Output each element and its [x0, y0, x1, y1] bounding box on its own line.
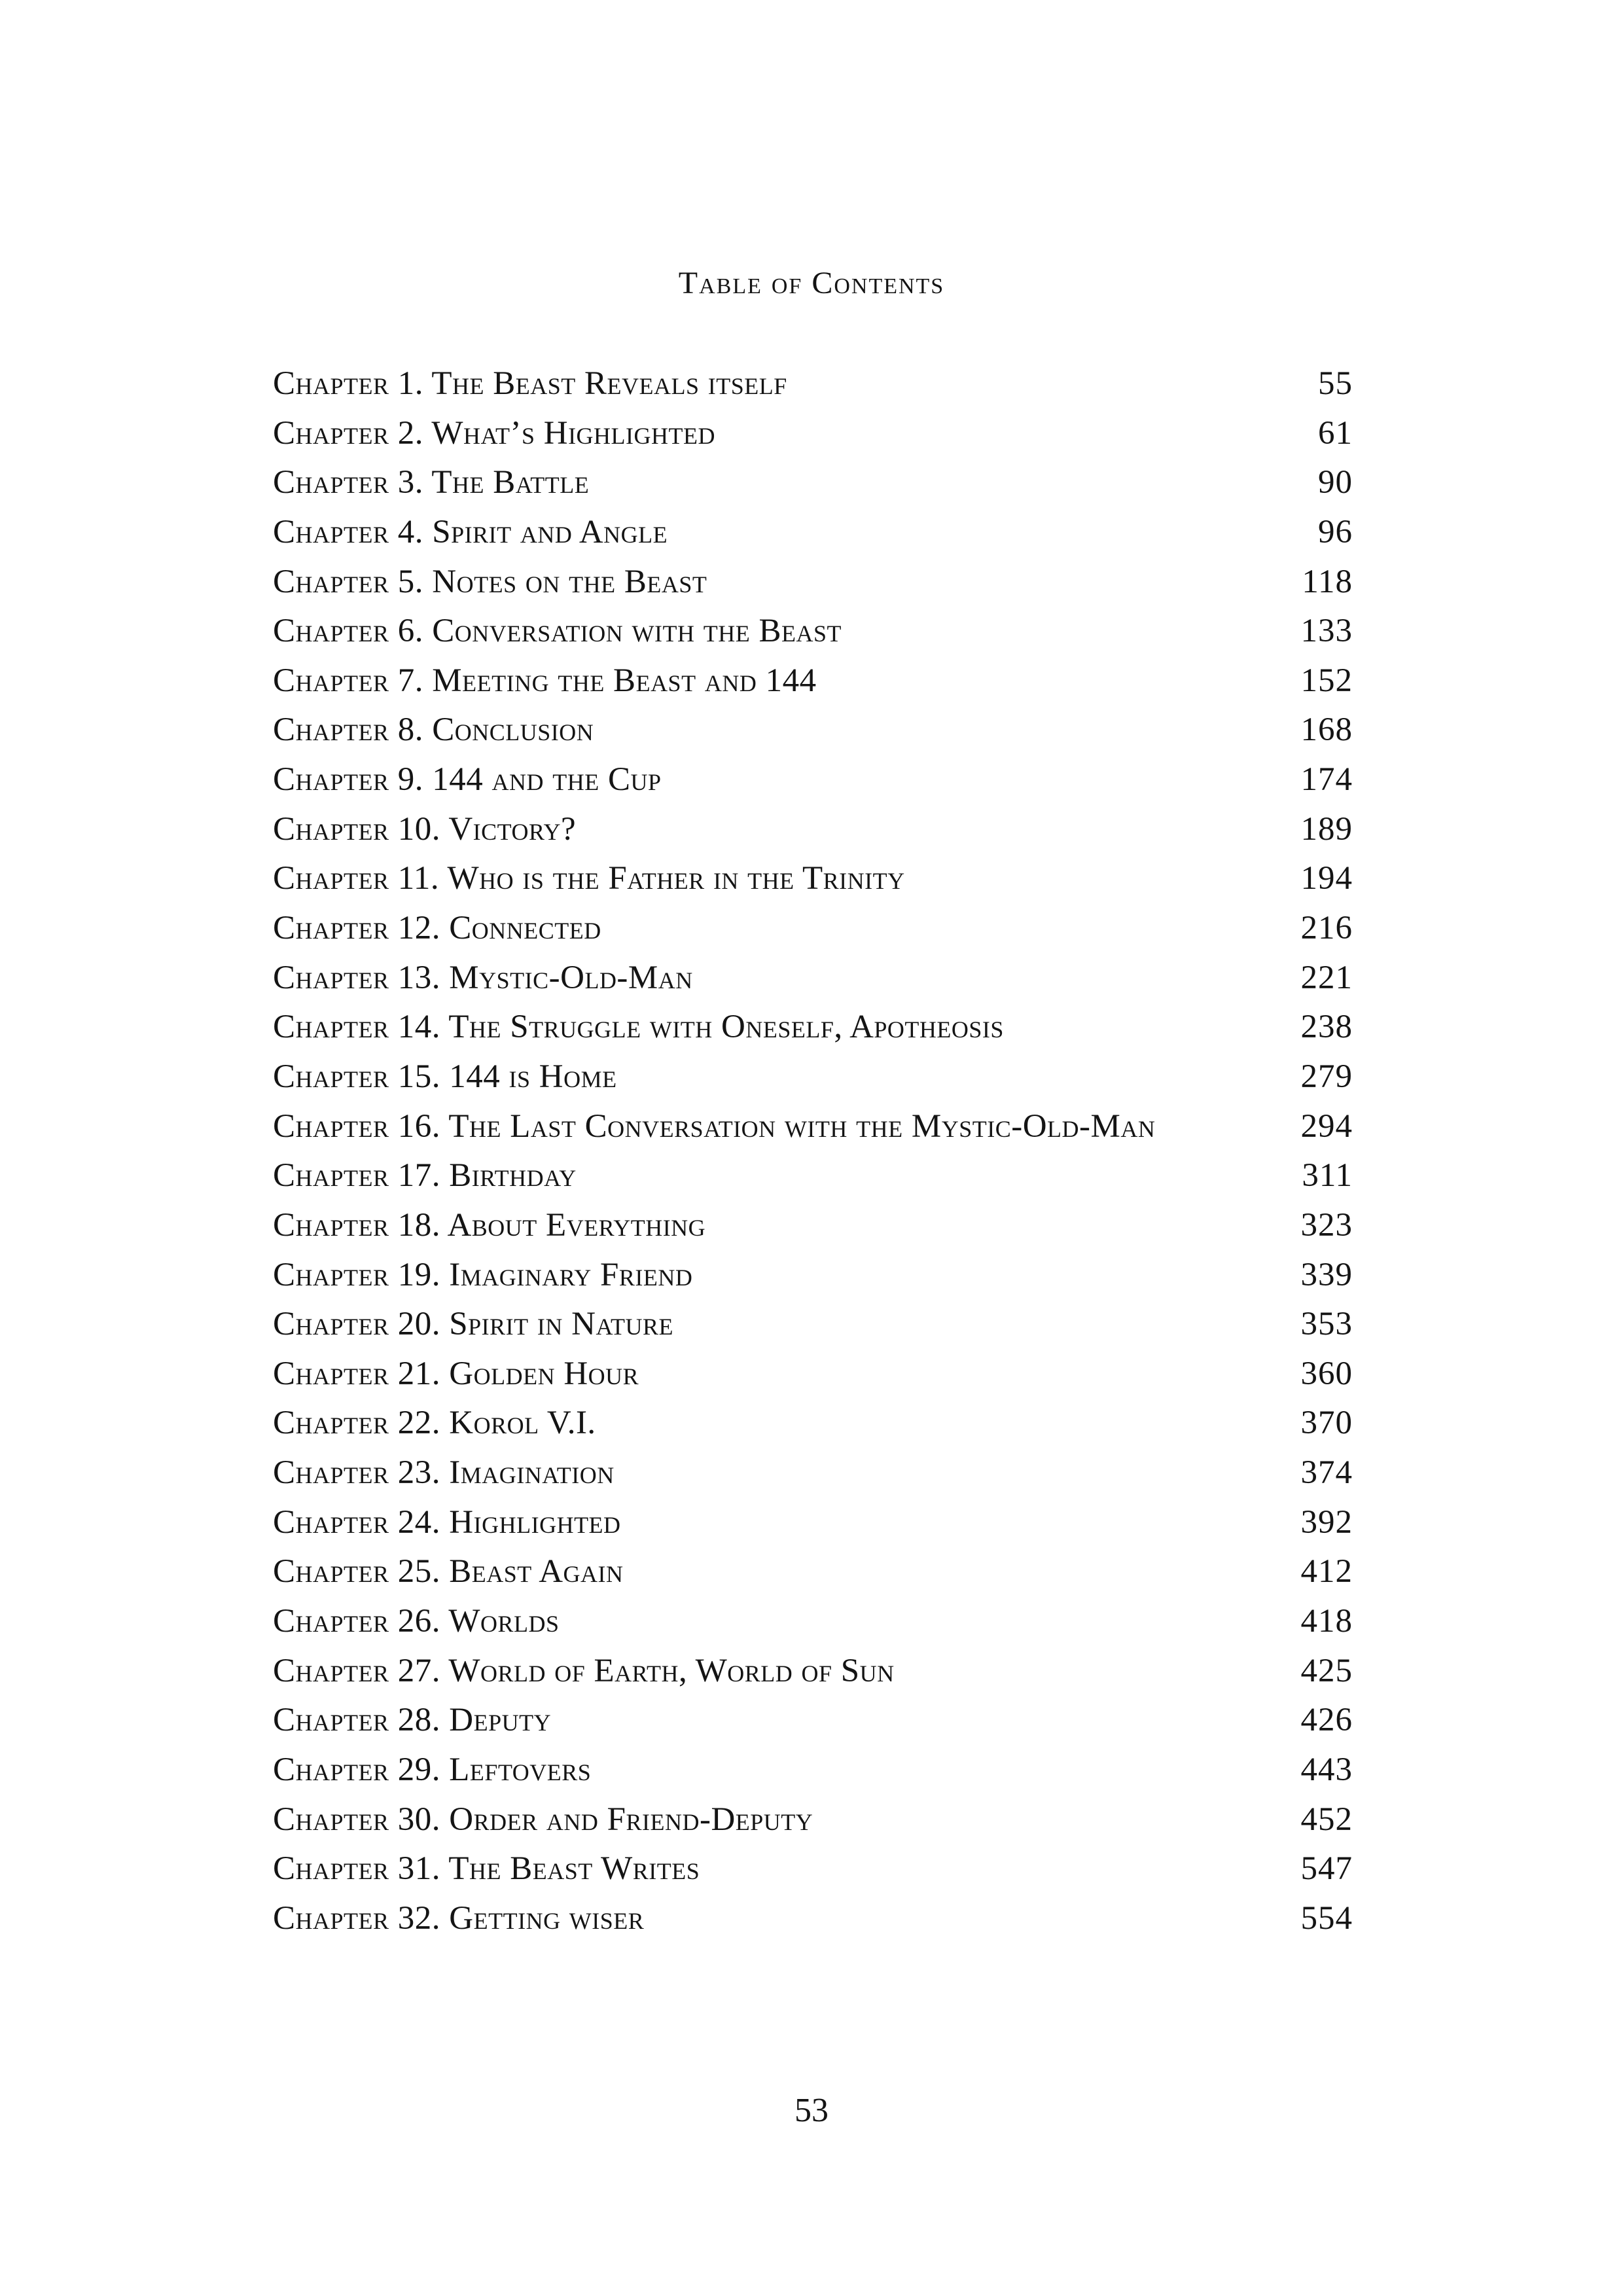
- toc-entry-page-number: 392: [1300, 1503, 1353, 1541]
- toc-entry: [273, 954, 1353, 1003]
- toc-entry: [273, 1350, 1353, 1399]
- toc-entry-label: Chapter 22. Korol V.I.: [273, 1405, 596, 1442]
- toc-entry-page-number: 174: [1300, 761, 1353, 798]
- table-of-contents: [273, 359, 1353, 1944]
- toc-entry-page-number: 279: [1300, 1058, 1353, 1095]
- toc-entry: [273, 1399, 1353, 1448]
- toc-entry-label: Chapter 8. Conclusion: [273, 711, 594, 749]
- toc-entry-label: Chapter 28. Deputy: [273, 1702, 552, 1739]
- toc-entry-label: Chapter 12. Connected: [273, 910, 601, 947]
- toc-entry-label: Chapter 30. Order and Friend-Deputy: [273, 1801, 813, 1838]
- toc-entry: [273, 656, 1353, 706]
- toc-entry-page-number: 189: [1300, 810, 1353, 848]
- toc-entry-page-number: 216: [1300, 910, 1353, 947]
- toc-entry: [273, 1052, 1353, 1102]
- toc-entry: [273, 904, 1353, 954]
- toc-entry-label: Chapter 26. Worlds: [273, 1603, 560, 1640]
- toc-entry-label: Chapter 18. About Everything: [273, 1206, 706, 1244]
- toc-entry-label: Chapter 1. The Beast Reveals itself: [273, 365, 787, 402]
- toc-entry-page-number: 374: [1300, 1454, 1353, 1492]
- toc-entry-page-number: 96: [1318, 513, 1353, 550]
- toc-entry-label: Chapter 31. The Beast Writes: [273, 1850, 700, 1888]
- toc-entry: [273, 1003, 1353, 1052]
- toc-entry: [273, 706, 1353, 755]
- toc-entry-label: Chapter 14. The Struggle with Oneself, Apotheosis: [273, 1009, 1004, 1046]
- toc-entry-page-number: 90: [1318, 464, 1353, 501]
- toc-entry-page-number: 353: [1300, 1306, 1353, 1343]
- toc-entry-page-number: 152: [1300, 662, 1353, 699]
- toc-entry-label: Chapter 7. Meeting the Beast and 144: [273, 662, 817, 699]
- toc-entry-page-number: 554: [1300, 1899, 1353, 1937]
- toc-entry-page-number: 339: [1300, 1256, 1353, 1293]
- toc-entry-page-number: 418: [1300, 1603, 1353, 1640]
- toc-entry-page-number: 133: [1300, 613, 1353, 650]
- toc-entry-label: Chapter 16. The Last Conversation with the Mystic-Old-Man: [273, 1107, 1156, 1145]
- toc-entry: [273, 1894, 1353, 1944]
- toc-entry-page-number: 323: [1300, 1206, 1353, 1244]
- toc-entry: [273, 1597, 1353, 1647]
- toc-entry: [273, 1844, 1353, 1894]
- toc-entry: [273, 1151, 1353, 1201]
- toc-entry: [273, 1647, 1353, 1696]
- toc-entry-page-number: 426: [1300, 1702, 1353, 1739]
- toc-entry-label: Chapter 4. Spirit and Angle: [273, 513, 668, 550]
- toc-entry-page-number: 370: [1300, 1405, 1353, 1442]
- toc-entry-page-number: 547: [1300, 1850, 1353, 1888]
- toc-entry: [273, 755, 1353, 805]
- toc-entry-page-number: 118: [1302, 563, 1353, 600]
- toc-entry-label: Chapter 5. Notes on the Beast: [273, 563, 707, 600]
- toc-entry-label: Chapter 11. Who is the Father in the Trinity: [273, 860, 905, 897]
- toc-entry: [273, 1746, 1353, 1795]
- toc-entry: [273, 805, 1353, 855]
- toc-entry-page-number: 425: [1300, 1652, 1353, 1689]
- toc-entry-label: Chapter 20. Spirit in Nature: [273, 1306, 673, 1343]
- toc-entry-page-number: 61: [1318, 414, 1353, 452]
- toc-entry-label: Chapter 10. Victory?: [273, 810, 577, 848]
- toc-entry: [273, 1547, 1353, 1597]
- toc-entry-label: Chapter 19. Imaginary Friend: [273, 1256, 693, 1293]
- toc-entry-label: Chapter 25. Beast Again: [273, 1553, 624, 1590]
- toc-entry-label: Chapter 2. What’s Highlighted: [273, 414, 716, 452]
- toc-entry-label: Chapter 27. World of Earth, World of Sun: [273, 1652, 895, 1689]
- toc-entry-page-number: 412: [1300, 1553, 1353, 1590]
- toc-entry: [273, 854, 1353, 904]
- toc-entry-page-number: 294: [1300, 1107, 1353, 1145]
- toc-entry-label: Chapter 3. The Battle: [273, 464, 590, 501]
- toc-entry-label: Chapter 9. 144 and the Cup: [273, 761, 662, 798]
- toc-entry-page-number: 311: [1302, 1157, 1353, 1194]
- toc-entry-page-number: 221: [1300, 959, 1353, 996]
- toc-entry: [273, 1795, 1353, 1845]
- toc-entry: [273, 1498, 1353, 1548]
- toc-entry: [273, 508, 1353, 558]
- toc-entry: [273, 1201, 1353, 1251]
- toc-entry-label: Chapter 24. Highlighted: [273, 1503, 621, 1541]
- toc-entry-page-number: 360: [1300, 1355, 1353, 1392]
- page-title: Table of Contents: [678, 266, 945, 300]
- toc-entry-page-number: 55: [1318, 365, 1353, 402]
- footer-page-number: 53: [794, 2092, 829, 2129]
- toc-entry: [273, 458, 1353, 508]
- toc-entry: [273, 607, 1353, 656]
- toc-entry-page-number: 443: [1300, 1751, 1353, 1788]
- toc-entry-page-number: 194: [1300, 860, 1353, 897]
- toc-entry: [273, 558, 1353, 607]
- toc-entry-label: Chapter 17. Birthday: [273, 1157, 577, 1194]
- toc-entry-page-number: 168: [1300, 711, 1353, 749]
- toc-entry-page-number: 238: [1300, 1009, 1353, 1046]
- toc-entry: [273, 1251, 1353, 1300]
- toc-entry: [273, 359, 1353, 409]
- toc-entry-label: Chapter 32. Getting wiser: [273, 1899, 645, 1937]
- toc-entry: [273, 1300, 1353, 1350]
- toc-entry-label: Chapter 6. Conversation with the Beast: [273, 613, 842, 650]
- toc-entry: [273, 1102, 1353, 1152]
- toc-entry-label: Chapter 23. Imagination: [273, 1454, 615, 1492]
- toc-entry-page-number: 452: [1300, 1801, 1353, 1838]
- toc-entry-label: Chapter 15. 144 is Home: [273, 1058, 617, 1095]
- toc-entry: [273, 409, 1353, 459]
- toc-entry: [273, 1696, 1353, 1746]
- toc-entry: [273, 1448, 1353, 1498]
- toc-entry-label: Chapter 13. Mystic-Old-Man: [273, 959, 693, 996]
- toc-entry-label: Chapter 29. Leftovers: [273, 1751, 592, 1788]
- toc-entry-label: Chapter 21. Golden Hour: [273, 1355, 639, 1392]
